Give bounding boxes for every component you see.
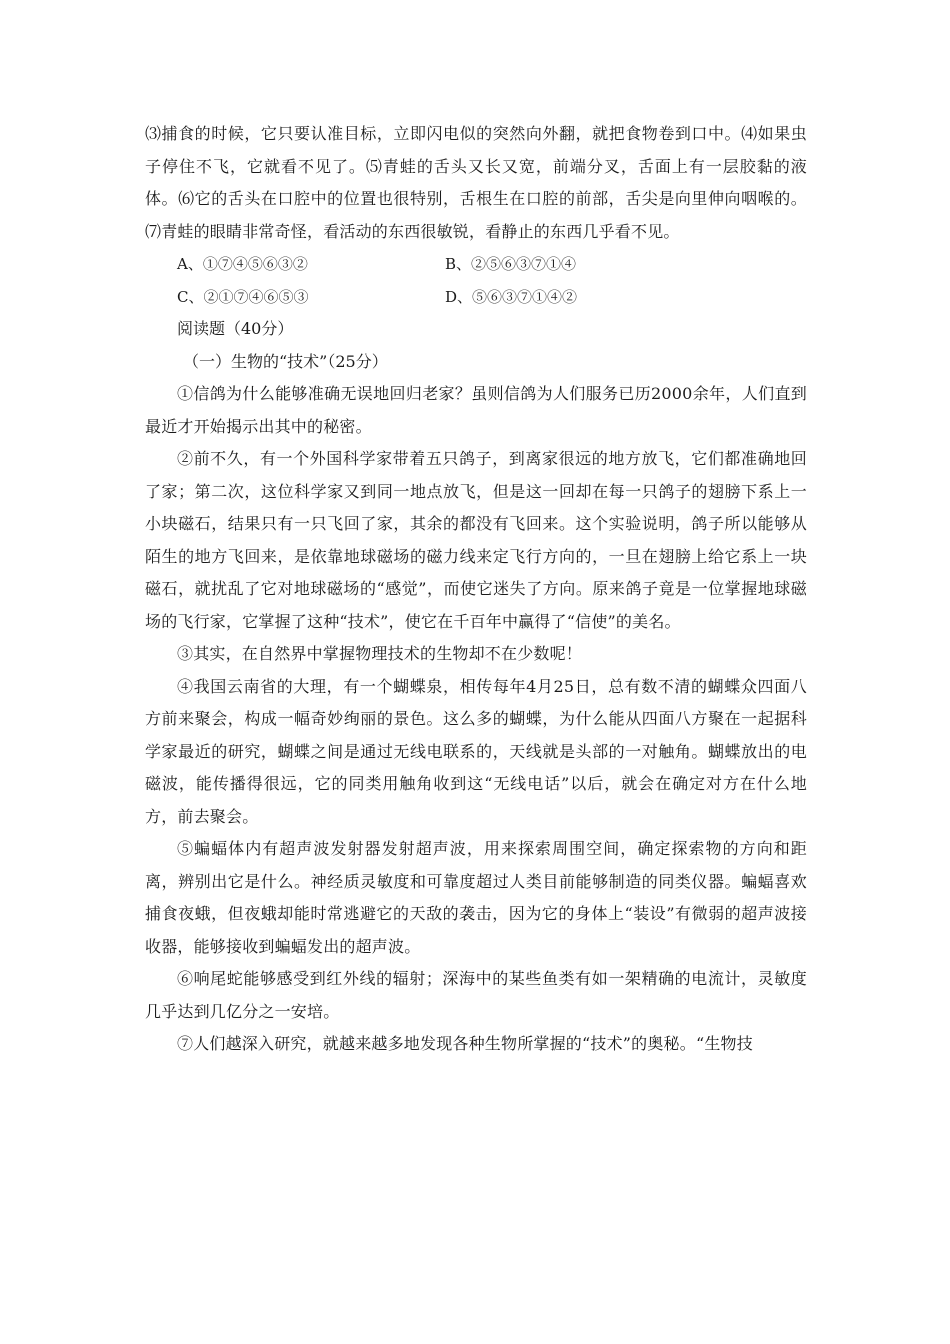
option-b: B、②⑤⑥③⑦①④ [445, 255, 577, 273]
option-d: D、⑤⑥③⑦①④② [445, 287, 578, 306]
reading-paragraph-6: ⑥响尾蛇能够感受到红外线的辐射；深海中的某些鱼类有如一架精确的电流计，灵敏度几乎达到几亿分之一安培。 [145, 969, 807, 1021]
reading-subheading: （一）生物的“技术”（25分） [183, 351, 388, 371]
option-c: C、②①⑦④⑥⑤③ [177, 287, 309, 306]
reading-paragraph-3: ③其实，在自然界中掌握物理技术的生物却不在少数呢！ [177, 644, 583, 663]
reading-heading: 阅读题（40分） [177, 319, 294, 338]
reading-paragraph-2: ②前不久，有一个外国科学家带着五只鸽子，到离家很远的地方放飞，它们都准确地回了家；第二次，这位科学家又到同一地点放飞，但是这一回却在每一只鸽子的翅膀下系上一小块磁石，结果只有一只飞回了家，其余的都没有飞回来。这个实验说明，鸽子所以能够从陌生的地方飞回来，是依靠地球磁场的磁力线来定飞行方向的，一旦在翅膀上给它系上一块磁石，就扰乱了它对地球磁场的“感觉”，而使它迷失了方向。原来鸽子竟是一位掌握地球磁场的飞行家，它掌握了这种“技术”，使它在千百年中赢得了“信使”的美名。 [145, 449, 807, 631]
options-row-2 [145, 281, 807, 314]
reading-paragraph-4: ④我国云南省的大理，有一个蝴蝶泉，相传每年4月25日，总有数不清的蝴蝶众四面八方前来聚会，构成一幅奇妙绚丽的景色。这么多的蝴蝶，为什么能从四面八方聚在一起据科学家最近的研究，蝴蝶之间是通过无线电联系的，天线就是头部的一对触角。蝴蝶放出的电磁波，能传播得很远，它的同类用触角收到这“无线电话”以后，就会在确定对方在什么地方，前去聚会。 [145, 676, 807, 826]
reading-paragraph-1: ①信鸽为什么能够准确无误地回归老家？虽则信鸽为人们服务已历2000余年，人们直到最近才开始揭示出其中的秘密。 [145, 384, 807, 436]
reading-paragraph-5: ⑤蝙蝠体内有超声波发射器发射超声波，用来探索周围空间，确定探索物的方向和距离，辨别出它是什么。神经质灵敏度和可靠度超过人类目前能够制造的同类仪器。蝙蝠喜欢捕食夜蛾，但夜蛾却能时常逃避它的天敌的袭击，因为它的身体上“装设”有微弱的超声波接收器，能够接收到蝙蝠发出的超声波。 [145, 839, 807, 956]
document-page [145, 118, 807, 1061]
question-paragraph: ⑶捕食的时候，它只要认准目标，立即闪电似的突然向外翻，就把食物卷到口中。⑷如果虫子停住不飞，它就看不见了。⑸青蛙的舌头又长又宽，前端分叉，舌面上有一层胶黏的液体。⑹它的舌头在口腔中的位置也很特别，舌根生在口腔的前部，舌尖是向里伸向咽喉的。⑺青蛙的眼睛非常奇怪，看活动的东西很敏锐，看静止的东西几乎看不见。 [145, 124, 807, 241]
reading-paragraph-7: ⑦人们越深入研究，就越来越多地发现各种生物所掌握的“技术”的奥秘。“生物技 [177, 1034, 753, 1053]
options-row-1 [145, 248, 807, 281]
option-a: A、①⑦④⑤⑥③② [177, 255, 308, 273]
